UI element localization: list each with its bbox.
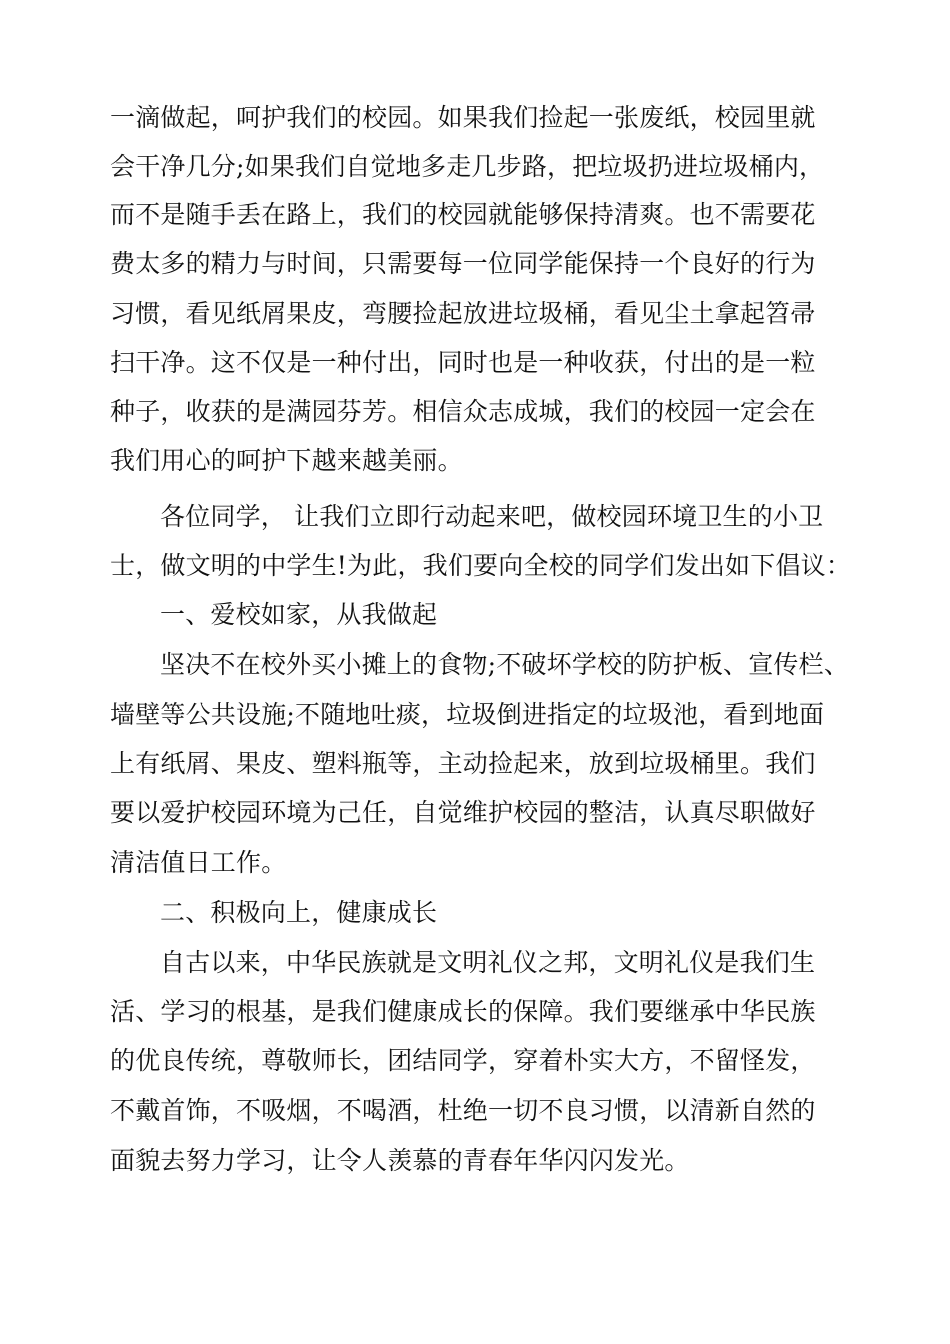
text-line: 上有纸屑、果皮、塑料瓶等，主动捡起来，放到垃圾桶里。我们 <box>110 749 816 778</box>
paragraph-first-line: 坚决不在校外买小摊上的食物;不破坏学校的防护板、宣传栏、 <box>160 650 850 679</box>
text-line: 墙壁等公共设施;不随地吐痰，垃圾倒进指定的垃圾池，看到地面 <box>110 700 825 729</box>
text-line: 我们用心的呵护下越来越美丽。 <box>110 446 463 475</box>
section-heading-1: 一、爱校如家，从我做起 <box>160 600 438 629</box>
paragraph-first-line: 自古以来，中华民族就是文明礼仪之邦，文明礼仪是我们生 <box>160 948 816 977</box>
section-heading-2: 二、积极向上，健康成长 <box>160 898 438 927</box>
text-line: 会干净几分;如果我们自觉地多走几步路，把垃圾扔进垃圾桶内， <box>110 152 825 181</box>
text-line: 费太多的精力与时间，只需要每一位同学能保持一个良好的行为 <box>110 249 816 278</box>
paragraph-first-line: 各位同学， 让我们立即行动起来吧，做校园环境卫生的小卫 <box>160 502 824 531</box>
text-line: 一滴做起，呵护我们的校园。如果我们捡起一张废纸，校园里就 <box>110 103 816 132</box>
text-line: 要以爱护校园环境为己任，自觉维护校园的整洁，认真尽职做好 <box>110 798 816 827</box>
text-line: 而不是随手丢在路上，我们的校园就能够保持清爽。也不需要花 <box>110 200 816 229</box>
text-line: 不戴首饰，不吸烟，不喝酒，杜绝一切不良习惯，以清新自然的 <box>110 1096 816 1125</box>
text-line: 扫干净。这不仅是一种付出，同时也是一种收获，付出的是一粒 <box>110 348 816 377</box>
text-line: 种子，收获的是满园芬芳。相信众志成城，我们的校园一定会在 <box>110 397 816 426</box>
text-line: 的优良传统，尊敬师长，团结同学，穿着朴实大方，不留怪发， <box>110 1046 816 1075</box>
text-line: 清洁值日工作。 <box>110 848 287 877</box>
text-line: 面貌去努力学习，让令人羡慕的青春年华闪闪发光。 <box>110 1146 690 1175</box>
text-line: 习惯，看见纸屑果皮，弯腰捡起放进垃圾桶，看见尘土拿起笤帚 <box>110 299 816 328</box>
text-line: 士，做文明的中学生!为此，我们要向全校的同学们发出如下倡议： <box>110 551 852 580</box>
text-line: 活、学习的根基，是我们健康成长的保障。我们要继承中华民族 <box>110 997 816 1026</box>
